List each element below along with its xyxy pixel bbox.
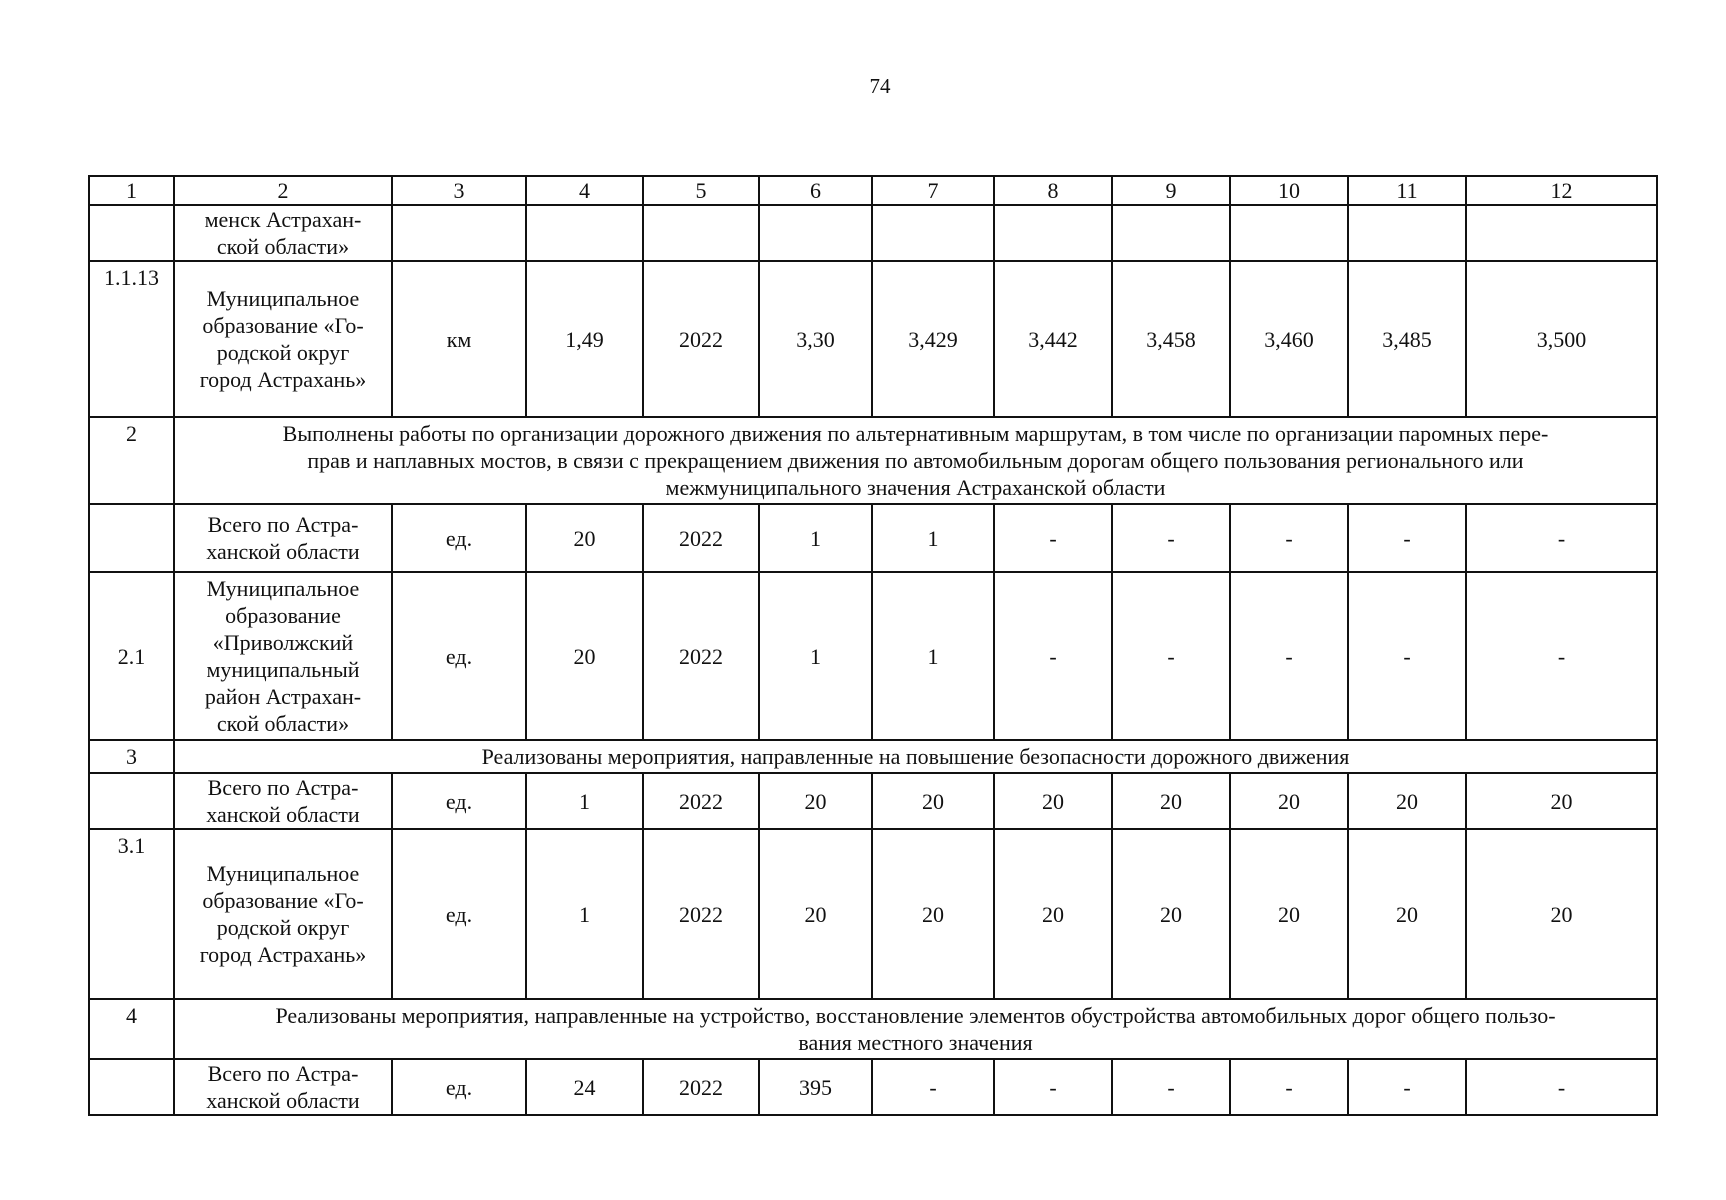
value-cell: -	[1230, 504, 1348, 572]
row-number	[89, 504, 174, 572]
value-cell: -	[994, 1059, 1112, 1115]
value-cell: 2022	[643, 261, 759, 417]
header-row	[89, 176, 1657, 205]
column-header: 10	[1230, 176, 1348, 205]
value-cell: 3,458	[1112, 261, 1230, 417]
value-cell: -	[1466, 1059, 1657, 1115]
value-cell	[994, 205, 1112, 261]
row-number	[89, 773, 174, 829]
value-cell: -	[1230, 1059, 1348, 1115]
value-cell: -	[1112, 1059, 1230, 1115]
value-cell	[872, 205, 994, 261]
value-cell: 1	[759, 572, 872, 740]
territory-name: Всего по Астра- ханской области	[174, 773, 392, 829]
table-row	[89, 829, 1657, 999]
column-header: 1	[89, 176, 174, 205]
value-cell: 2022	[643, 1059, 759, 1115]
unit-cell	[392, 205, 526, 261]
column-header: 5	[643, 176, 759, 205]
value-cell: -	[1466, 504, 1657, 572]
value-cell: -	[1348, 572, 1466, 740]
value-cell: 2022	[643, 572, 759, 740]
section-row	[89, 417, 1657, 504]
territory-name: менск Астрахан- ской области»	[174, 205, 392, 261]
table-row	[89, 205, 1657, 261]
value-cell: 3,485	[1348, 261, 1466, 417]
unit-cell: ед.	[392, 572, 526, 740]
section-title: Реализованы мероприятия, направленные на устройство, восстановление элементов обустройства автомобильных дорог общего пользо- вания местного значения	[174, 999, 1657, 1059]
value-cell: 1	[759, 504, 872, 572]
row-number: 4	[89, 999, 174, 1059]
unit-cell: ед.	[392, 773, 526, 829]
value-cell: -	[1348, 1059, 1466, 1115]
value-cell	[1230, 205, 1348, 261]
indicators-table	[88, 175, 1658, 1116]
value-cell: 20	[1466, 829, 1657, 999]
value-cell: -	[1112, 572, 1230, 740]
territory-name: Всего по Астра- ханской области	[174, 1059, 392, 1115]
territory-name: Муниципальное образование «Го- родской округ город Астрахань»	[174, 829, 392, 999]
value-cell: 24	[526, 1059, 643, 1115]
row-number: 1.1.13	[89, 261, 174, 417]
unit-cell: ед.	[392, 504, 526, 572]
value-cell: -	[1112, 504, 1230, 572]
value-cell: 1	[526, 773, 643, 829]
value-cell: 1	[872, 572, 994, 740]
value-cell: 20	[1466, 773, 1657, 829]
value-cell: 20	[526, 572, 643, 740]
value-cell: 3,500	[1466, 261, 1657, 417]
value-cell: 2022	[643, 829, 759, 999]
value-cell: 20	[1112, 773, 1230, 829]
value-cell: -	[994, 572, 1112, 740]
row-number: 3	[89, 740, 174, 773]
value-cell: 1	[526, 829, 643, 999]
value-cell: 20	[759, 773, 872, 829]
value-cell	[526, 205, 643, 261]
value-cell: 20	[1348, 829, 1466, 999]
value-cell	[643, 205, 759, 261]
column-header: 3	[392, 176, 526, 205]
value-cell: 1,49	[526, 261, 643, 417]
value-cell: 20	[1112, 829, 1230, 999]
value-cell: 20	[759, 829, 872, 999]
value-cell	[1348, 205, 1466, 261]
value-cell: -	[1348, 504, 1466, 572]
value-cell: 3,429	[872, 261, 994, 417]
row-number: 3.1	[89, 829, 174, 999]
section-title: Реализованы мероприятия, направленные на повышение безопасности дорожного движения	[174, 740, 1657, 773]
value-cell: 20	[994, 829, 1112, 999]
table-row	[89, 504, 1657, 572]
row-number	[89, 205, 174, 261]
value-cell: 20	[1230, 829, 1348, 999]
table-row	[89, 261, 1657, 417]
value-cell: 20	[1348, 773, 1466, 829]
value-cell: 2022	[643, 773, 759, 829]
value-cell: 20	[872, 829, 994, 999]
territory-name: Муниципальное образование «Го- родской округ город Астрахань»	[174, 261, 392, 417]
value-cell: -	[1466, 572, 1657, 740]
section-row	[89, 740, 1657, 773]
value-cell: 20	[994, 773, 1112, 829]
territory-name: Всего по Астра- ханской области	[174, 504, 392, 572]
value-cell: 20	[526, 504, 643, 572]
page-number: 74	[869, 74, 891, 98]
column-header: 7	[872, 176, 994, 205]
territory-name: Муниципальное образование «Приволжский муниципальный район Астрахан- ской области»	[174, 572, 392, 740]
column-header: 4	[526, 176, 643, 205]
section-title: Выполнены работы по организации дорожного движения по альтернативным маршрутам, в том числе по организации паромных пере- прав и наплавных мостов, в связи с прекращением движения по автомобильным дорогам общего пользования регионального или межмуниципального значения Астраханской области	[174, 417, 1657, 504]
value-cell: 395	[759, 1059, 872, 1115]
unit-cell: ед.	[392, 1059, 526, 1115]
value-cell: 20	[1230, 773, 1348, 829]
table-row	[89, 773, 1657, 829]
value-cell	[1466, 205, 1657, 261]
value-cell: 3,30	[759, 261, 872, 417]
row-number: 2.1	[89, 572, 174, 740]
value-cell: 1	[872, 504, 994, 572]
column-header: 2	[174, 176, 392, 205]
value-cell	[759, 205, 872, 261]
section-row	[89, 999, 1657, 1059]
value-cell	[1112, 205, 1230, 261]
column-header: 12	[1466, 176, 1657, 205]
value-cell: 3,460	[1230, 261, 1348, 417]
column-header: 6	[759, 176, 872, 205]
row-number	[89, 1059, 174, 1115]
value-cell: -	[994, 504, 1112, 572]
unit-cell: км	[392, 261, 526, 417]
unit-cell: ед.	[392, 829, 526, 999]
column-header: 11	[1348, 176, 1466, 205]
row-number: 2	[89, 417, 174, 504]
value-cell: -	[872, 1059, 994, 1115]
column-header: 8	[994, 176, 1112, 205]
table-row	[89, 572, 1657, 740]
value-cell: 20	[872, 773, 994, 829]
value-cell: -	[1230, 572, 1348, 740]
table-row	[89, 1059, 1657, 1115]
value-cell: 2022	[643, 504, 759, 572]
column-header: 9	[1112, 176, 1230, 205]
value-cell: 3,442	[994, 261, 1112, 417]
